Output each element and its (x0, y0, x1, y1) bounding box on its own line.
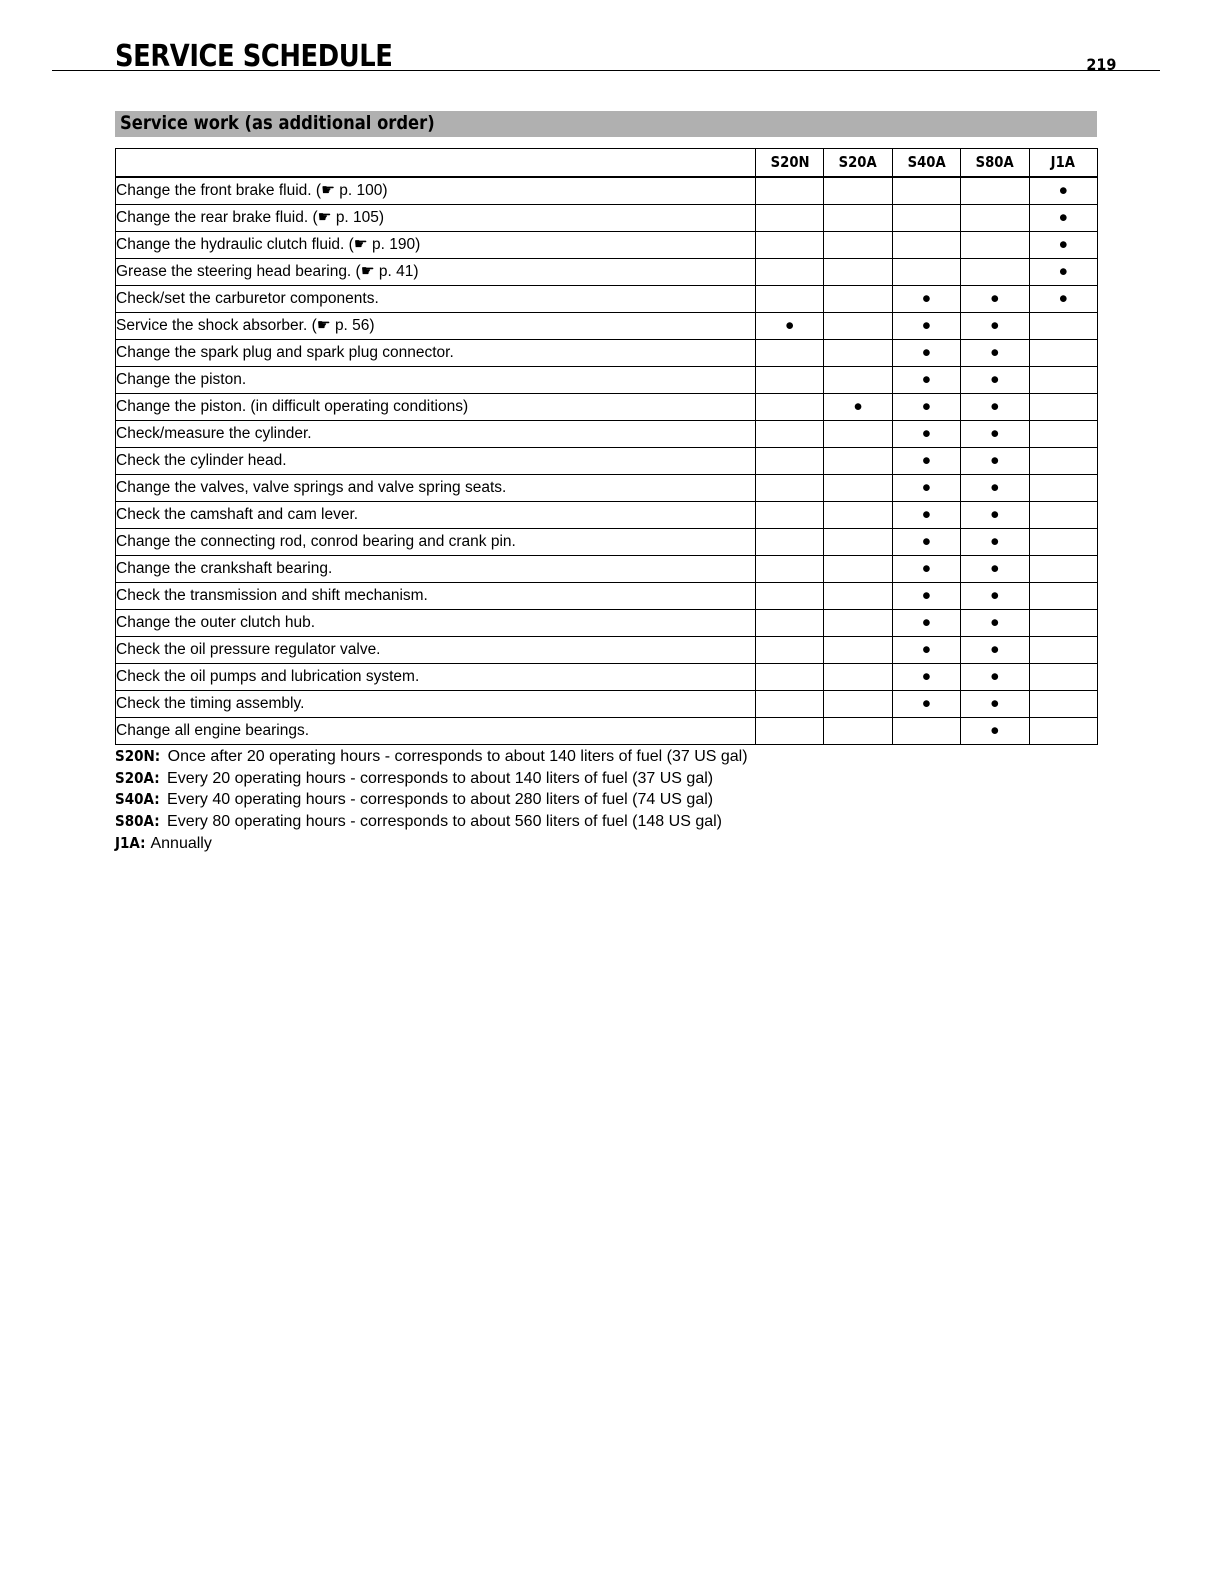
interval-mark-cell (1029, 259, 1097, 286)
bullet-mark: ● (785, 317, 795, 335)
bullet-mark: ● (921, 560, 932, 578)
interval-mark-cell (892, 691, 960, 718)
interval-mark-cell (1029, 205, 1097, 232)
task-cell: Change the valves, valve springs and valve spring seats. (116, 475, 756, 502)
interval-mark-cell (756, 502, 824, 529)
bullet-mark: ● (921, 290, 932, 308)
task-cell: Change the connecting rod, conrod bearing and crank pin. (116, 529, 756, 556)
interval-mark-cell (892, 313, 960, 340)
interval-mark-cell (1029, 177, 1097, 205)
bullet-mark: ● (1058, 263, 1068, 281)
bullet-mark: ● (853, 398, 863, 416)
header-cell-s80a (961, 149, 1029, 178)
interval-mark-cell (961, 367, 1029, 394)
interval-mark-cell (1029, 475, 1097, 502)
bullet-mark: ● (921, 371, 932, 389)
bullet-mark: ● (921, 641, 932, 659)
task-cell: Service the shock absorber. (☛ p. 56) (116, 313, 756, 340)
interval-mark-cell (1029, 421, 1097, 448)
table-row (116, 637, 1098, 664)
interval-mark-cell (756, 421, 824, 448)
interval-mark-cell (824, 637, 892, 664)
interval-mark-cell (756, 556, 824, 583)
interval-mark-cell (1029, 394, 1097, 421)
task-cell: Check/measure the cylinder. (116, 421, 756, 448)
header-label: S80A (975, 153, 1014, 171)
legend-code: S40A: (115, 790, 160, 809)
table-row (116, 394, 1098, 421)
bullet-mark: ● (1058, 209, 1068, 227)
interval-mark-cell (961, 177, 1029, 205)
task-cell: Change the piston. (in difficult operating conditions) (116, 394, 756, 421)
bullet-mark: ● (921, 317, 932, 335)
bullet-mark: ● (990, 614, 1000, 632)
legend-description: Every 20 operating hours - corresponds to about 140 liters of fuel (37 US gal) (162, 769, 714, 787)
interval-mark-cell (892, 610, 960, 637)
interval-mark-cell (756, 394, 824, 421)
interval-mark-cell (756, 286, 824, 313)
interval-mark-cell (824, 340, 892, 367)
table-row (116, 610, 1098, 637)
interval-mark-cell (892, 340, 960, 367)
interval-mark-cell (824, 718, 892, 745)
section-title: Service work (as additional order) (120, 112, 435, 134)
interval-mark-cell (824, 313, 892, 340)
interval-mark-cell (961, 583, 1029, 610)
interval-mark-cell (892, 718, 960, 745)
interval-mark-cell (824, 556, 892, 583)
interval-mark-cell (961, 475, 1029, 502)
interval-mark-cell (892, 502, 960, 529)
interval-mark-cell (961, 205, 1029, 232)
interval-mark-cell (1029, 529, 1097, 556)
bullet-mark: ● (990, 641, 1000, 659)
bullet-mark: ● (921, 587, 932, 605)
table-row (116, 313, 1098, 340)
interval-mark-cell (756, 583, 824, 610)
table-header-row (116, 149, 1098, 178)
legend-row (115, 789, 748, 811)
interval-mark-cell (756, 367, 824, 394)
bullet-mark: ● (1058, 290, 1068, 308)
header-cell-s40a (892, 149, 960, 178)
interval-legend (115, 746, 748, 855)
table-body (116, 177, 1098, 745)
interval-mark-cell (892, 421, 960, 448)
task-cell: Change the crankshaft bearing. (116, 556, 756, 583)
bullet-mark: ● (921, 614, 932, 632)
bullet-mark: ● (990, 533, 1000, 551)
header-label: S40A (907, 153, 946, 171)
interval-mark-cell (824, 421, 892, 448)
bullet-mark: ● (990, 722, 1000, 740)
bullet-mark: ● (990, 344, 1000, 362)
interval-mark-cell (1029, 583, 1097, 610)
interval-mark-cell (756, 205, 824, 232)
interval-mark-cell (1029, 448, 1097, 475)
interval-mark-cell (756, 340, 824, 367)
interval-mark-cell (961, 718, 1029, 745)
interval-mark-cell (1029, 313, 1097, 340)
legend-code: S80A: (115, 812, 160, 831)
interval-mark-cell (961, 394, 1029, 421)
interval-mark-cell (756, 691, 824, 718)
interval-mark-cell (961, 448, 1029, 475)
bullet-mark: ● (990, 398, 1000, 416)
interval-mark-cell (1029, 691, 1097, 718)
interval-mark-cell (1029, 664, 1097, 691)
interval-mark-cell (961, 313, 1029, 340)
interval-mark-cell (892, 448, 960, 475)
interval-mark-cell (756, 177, 824, 205)
interval-mark-cell (892, 232, 960, 259)
legend-description: Every 40 operating hours - corresponds to about 280 liters of fuel (74 US gal) (162, 791, 714, 809)
bullet-mark: ● (921, 668, 932, 686)
table-row (116, 286, 1098, 313)
page-number: 219 (1085, 55, 1116, 74)
legend-code: S20N: (115, 747, 161, 765)
table-row (116, 664, 1098, 691)
interval-mark-cell (1029, 340, 1097, 367)
header-label: S20N (770, 153, 810, 171)
task-cell: Check the camshaft and cam lever. (116, 502, 756, 529)
interval-mark-cell (756, 259, 824, 286)
table-row (116, 583, 1098, 610)
task-cell: Change all engine bearings. (116, 718, 756, 745)
bullet-mark: ● (990, 587, 1000, 605)
interval-mark-cell (961, 529, 1029, 556)
bullet-mark: ● (921, 533, 932, 551)
interval-mark-cell (1029, 556, 1097, 583)
header-label: J1A (1051, 153, 1076, 171)
interval-mark-cell (1029, 232, 1097, 259)
bullet-mark: ● (921, 479, 932, 497)
bullet-mark: ● (990, 452, 1000, 470)
table-row (116, 502, 1098, 529)
bullet-mark: ● (1058, 236, 1068, 254)
bullet-mark: ● (921, 398, 932, 416)
table-row (116, 475, 1098, 502)
legend-row (115, 746, 748, 768)
bullet-mark: ● (990, 668, 1000, 686)
interval-mark-cell (892, 637, 960, 664)
task-cell: Check the timing assembly. (116, 691, 756, 718)
interval-mark-cell (961, 637, 1029, 664)
bullet-mark: ● (921, 452, 932, 470)
interval-mark-cell (756, 313, 824, 340)
interval-mark-cell (961, 340, 1029, 367)
interval-mark-cell (892, 475, 960, 502)
table-row (116, 177, 1098, 205)
interval-mark-cell (824, 664, 892, 691)
bullet-mark: ● (990, 560, 1000, 578)
task-cell: Change the piston. (116, 367, 756, 394)
interval-mark-cell (824, 583, 892, 610)
legend-row (115, 768, 748, 790)
task-cell: Change the front brake fluid. (☛ p. 100) (116, 177, 756, 205)
interval-mark-cell (824, 367, 892, 394)
section-heading-bar (115, 111, 1097, 137)
task-cell: Check the oil pumps and lubrication system. (116, 664, 756, 691)
page-title: SERVICE SCHEDULE (115, 39, 393, 74)
interval-mark-cell (824, 502, 892, 529)
table-row (116, 691, 1098, 718)
interval-mark-cell (756, 232, 824, 259)
legend-description: Annually (146, 834, 212, 852)
interval-mark-cell (756, 475, 824, 502)
bullet-mark: ● (921, 425, 932, 443)
table-row (116, 232, 1098, 259)
interval-mark-cell (1029, 718, 1097, 745)
table-row (116, 340, 1098, 367)
table-header (116, 149, 1098, 178)
task-cell: Check the cylinder head. (116, 448, 756, 475)
interval-mark-cell (961, 421, 1029, 448)
interval-mark-cell (892, 205, 960, 232)
table-row (116, 556, 1098, 583)
interval-mark-cell (961, 259, 1029, 286)
interval-mark-cell (824, 259, 892, 286)
interval-mark-cell (824, 691, 892, 718)
legend-code: S20A: (115, 768, 160, 787)
bullet-mark: ● (990, 290, 1000, 308)
interval-mark-cell (824, 177, 892, 205)
table-row (116, 718, 1098, 745)
interval-mark-cell (961, 556, 1029, 583)
interval-mark-cell (961, 610, 1029, 637)
bullet-mark: ● (990, 479, 1000, 497)
table-row (116, 367, 1098, 394)
interval-mark-cell (756, 664, 824, 691)
bullet-mark: ● (990, 425, 1000, 443)
task-cell: Check the oil pressure regulator valve. (116, 637, 756, 664)
bullet-mark: ● (921, 344, 932, 362)
interval-mark-cell (1029, 610, 1097, 637)
interval-mark-cell (961, 232, 1029, 259)
interval-mark-cell (961, 286, 1029, 313)
interval-mark-cell (892, 529, 960, 556)
legend-description: Every 80 operating hours - corresponds to about 560 liters of fuel (148 US gal) (162, 813, 722, 831)
interval-mark-cell (824, 205, 892, 232)
interval-mark-cell (756, 529, 824, 556)
header-corner-cell (116, 149, 756, 178)
task-cell: Change the outer clutch hub. (116, 610, 756, 637)
interval-mark-cell (1029, 286, 1097, 313)
service-schedule-table (115, 148, 1098, 745)
table-row (116, 205, 1098, 232)
interval-mark-cell (892, 177, 960, 205)
table-row (116, 529, 1098, 556)
task-cell: Change the rear brake fluid. (☛ p. 105) (116, 205, 756, 232)
table-row (116, 421, 1098, 448)
page-header (52, 38, 1160, 74)
table-row (116, 448, 1098, 475)
bullet-mark: ● (921, 506, 932, 524)
interval-mark-cell (824, 448, 892, 475)
interval-mark-cell (892, 394, 960, 421)
task-cell: Check/set the carburetor components. (116, 286, 756, 313)
header-cell-s20n (756, 149, 824, 178)
table-row (116, 259, 1098, 286)
interval-mark-cell (892, 286, 960, 313)
task-cell: Change the spark plug and spark plug connector. (116, 340, 756, 367)
interval-mark-cell (824, 394, 892, 421)
bullet-mark: ● (990, 317, 1000, 335)
interval-mark-cell (892, 583, 960, 610)
interval-mark-cell (961, 691, 1029, 718)
interval-mark-cell (824, 232, 892, 259)
bullet-mark: ● (1058, 182, 1068, 200)
interval-mark-cell (892, 556, 960, 583)
interval-mark-cell (892, 664, 960, 691)
legend-description: Once after 20 operating hours - corresponds to about 140 liters of fuel (37 US gal) (163, 748, 748, 765)
interval-mark-cell (961, 502, 1029, 529)
legend-row (115, 833, 748, 855)
interval-mark-cell (756, 718, 824, 745)
interval-mark-cell (1029, 367, 1097, 394)
header-cell-s20a (824, 149, 892, 178)
interval-mark-cell (1029, 502, 1097, 529)
bullet-mark: ● (990, 506, 1000, 524)
interval-mark-cell (961, 664, 1029, 691)
header-label: S20A (839, 153, 878, 171)
interval-mark-cell (824, 529, 892, 556)
legend-code: J1A: (115, 833, 146, 852)
interval-mark-cell (824, 286, 892, 313)
interval-mark-cell (824, 475, 892, 502)
interval-mark-cell (756, 637, 824, 664)
bullet-mark: ● (990, 371, 1000, 389)
interval-mark-cell (756, 448, 824, 475)
interval-mark-cell (892, 367, 960, 394)
bullet-mark: ● (921, 695, 932, 713)
task-cell: Check the transmission and shift mechanism. (116, 583, 756, 610)
interval-mark-cell (756, 610, 824, 637)
interval-mark-cell (824, 610, 892, 637)
bullet-mark: ● (990, 695, 1000, 713)
header-cell-j1a (1029, 149, 1097, 178)
task-cell: Grease the steering head bearing. (☛ p. 41) (116, 259, 756, 286)
legend-row (115, 811, 748, 833)
interval-mark-cell (892, 259, 960, 286)
task-cell: Change the hydraulic clutch fluid. (☛ p. 190) (116, 232, 756, 259)
interval-mark-cell (1029, 637, 1097, 664)
